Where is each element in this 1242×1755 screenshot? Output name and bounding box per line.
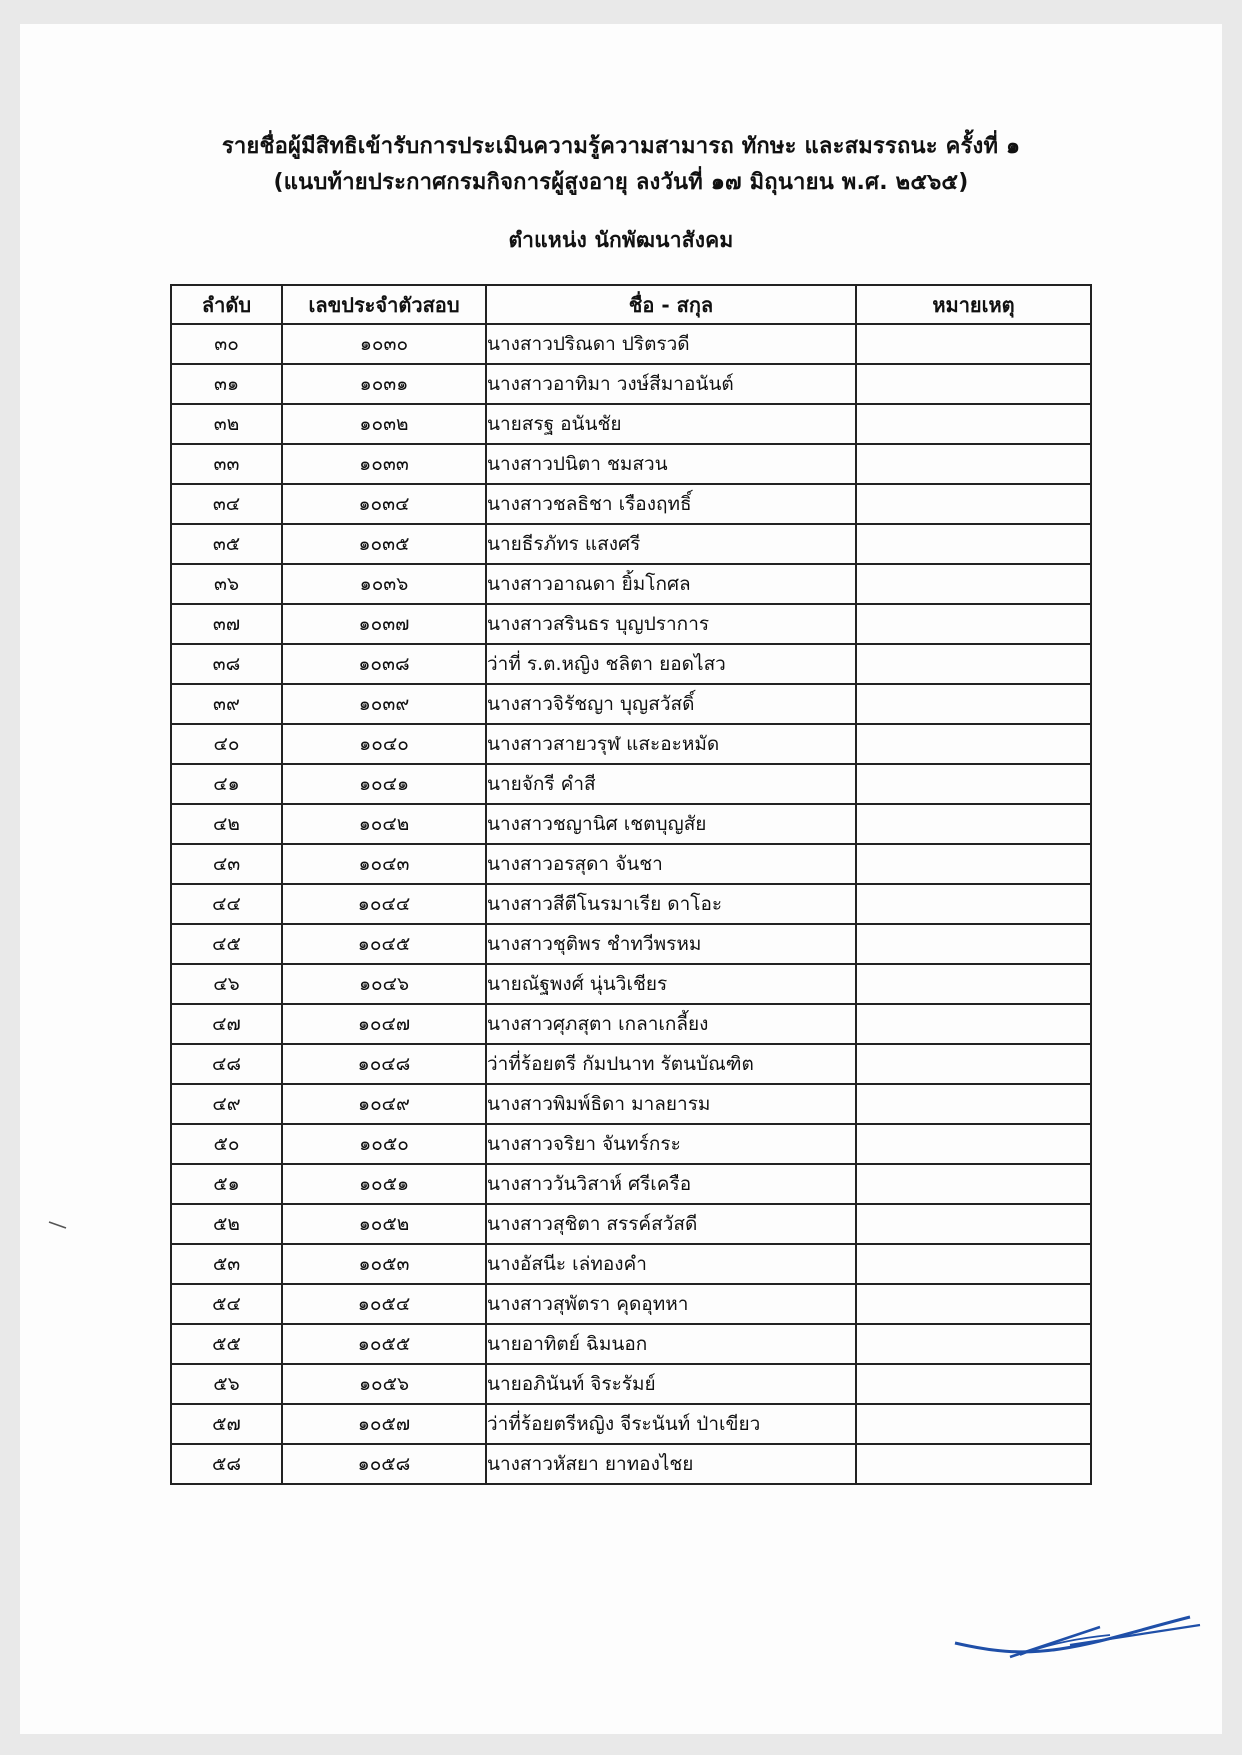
row-name-cell: นางสาวอาทิมา วงษ์สีมาอนันต์ [486,364,856,404]
row-order-cell: ๔๗ [171,1004,282,1044]
signature-mark [950,1605,1210,1665]
table-row [171,1084,1091,1124]
row-name-cell: นายอาทิตย์ ฉิมนอก [486,1324,856,1364]
row-name-cell: ว่าที่ร้อยตรีหญิง จีระนันท์ ป่าเขียว [486,1404,856,1444]
row-remarks-cell [856,1244,1091,1284]
header-remarks: หมายเหตุ [856,285,1091,324]
table-header-row [171,285,1091,324]
table-row [171,364,1091,404]
row-remarks-cell [856,1324,1091,1364]
row-remarks-cell [856,804,1091,844]
row-remarks-cell [856,644,1091,684]
table-row [171,1044,1091,1084]
row-name-cell: นางสาวชุติพร ชำทวีพรหม [486,924,856,964]
table-row [171,1164,1091,1204]
row-name-cell: นางสาวสุพัตรา คุดอุทหา [486,1284,856,1324]
row-order-cell: ๓๙ [171,684,282,724]
header-full-name: ชื่อ - สกุล [486,285,856,324]
row-order-cell: ๓๘ [171,644,282,684]
row-name-cell: นายจักรี คำสี [486,764,856,804]
row-exam-id-cell: ๑๐๕๕ [282,1324,486,1364]
row-name-cell: นายสรฐ อนันชัย [486,404,856,444]
row-name-cell: นางสาวสีตีโนรมาเรีย ดาโอะ [486,884,856,924]
row-exam-id-cell: ๑๐๔๕ [282,924,486,964]
row-exam-id-cell: ๑๐๕๓ [282,1244,486,1284]
table-row [171,804,1091,844]
table-row [171,724,1091,764]
row-name-cell: ว่าที่ ร.ต.หญิง ชลิตา ยอดไสว [486,644,856,684]
row-order-cell: ๔๓ [171,844,282,884]
table-body [171,324,1091,1484]
row-name-cell: นางสาวสายวรุฬ แสะอะหมัด [486,724,856,764]
row-order-cell: ๕๔ [171,1284,282,1324]
row-remarks-cell [856,1044,1091,1084]
row-order-cell: ๕๒ [171,1204,282,1244]
row-exam-id-cell: ๑๐๕๒ [282,1204,486,1244]
row-exam-id-cell: ๑๐๓๓ [282,444,486,484]
row-remarks-cell [856,684,1091,724]
row-exam-id-cell: ๑๐๔๗ [282,1004,486,1044]
table-row [171,1364,1091,1404]
row-order-cell: ๓๒ [171,404,282,444]
row-order-cell: ๔๑ [171,764,282,804]
row-exam-id-cell: ๑๐๕๐ [282,1124,486,1164]
row-name-cell: นางสาวชญานิศ เชตบุญสัย [486,804,856,844]
row-exam-id-cell: ๑๐๓๒ [282,404,486,444]
row-order-cell: ๔๖ [171,964,282,1004]
row-exam-id-cell: ๑๐๕๗ [282,1404,486,1444]
row-order-cell: ๕๑ [171,1164,282,1204]
row-name-cell: นายณัฐพงศ์ นุ่นวิเชียร [486,964,856,1004]
row-name-cell: นางสาวหัสยา ยาทองไชย [486,1444,856,1484]
row-exam-id-cell: ๑๐๓๙ [282,684,486,724]
row-remarks-cell [856,724,1091,764]
table-row [171,604,1091,644]
table-row [171,324,1091,364]
row-remarks-cell [856,364,1091,404]
row-remarks-cell [856,1364,1091,1404]
row-order-cell: ๔๕ [171,924,282,964]
table-row [171,844,1091,884]
row-exam-id-cell: ๑๐๕๑ [282,1164,486,1204]
table-row [171,924,1091,964]
row-remarks-cell [856,844,1091,884]
row-remarks-cell [856,564,1091,604]
table-row [171,484,1091,524]
row-exam-id-cell: ๑๐๔๐ [282,724,486,764]
row-remarks-cell [856,1084,1091,1124]
row-remarks-cell [856,324,1091,364]
row-remarks-cell [856,524,1091,564]
document-subtitle: (แนบท้ายประกาศกรมกิจการผู้สูงอายุ ลงวันที่ ๑๗ มิถุนายน พ.ศ. ๒๕๖๕) [273,170,969,195]
row-name-cell: นางสาววันวิสาห์ ศรีเครือ [486,1164,856,1204]
row-remarks-cell [856,1124,1091,1164]
table-row [171,884,1091,924]
row-order-cell: ๔๘ [171,1044,282,1084]
row-exam-id-cell: ๑๐๓๐ [282,324,486,364]
row-remarks-cell [856,1444,1091,1484]
row-exam-id-cell: ๑๐๔๒ [282,804,486,844]
row-order-cell: ๓๗ [171,604,282,644]
row-remarks-cell [856,444,1091,484]
row-name-cell: นางสาวจิรัชญา บุญสวัสดิ์ [486,684,856,724]
table-row [171,1124,1091,1164]
row-remarks-cell [856,1204,1091,1244]
row-order-cell: ๓๕ [171,524,282,564]
row-name-cell: นางสาวปนิตา ชมสวน [486,444,856,484]
table-row [171,764,1091,804]
row-remarks-cell [856,404,1091,444]
row-remarks-cell [856,764,1091,804]
row-remarks-cell [856,1404,1091,1444]
row-exam-id-cell: ๑๐๔๓ [282,844,486,884]
row-remarks-cell [856,964,1091,1004]
row-exam-id-cell: ๑๐๓๗ [282,604,486,644]
row-remarks-cell [856,924,1091,964]
table-row [171,964,1091,1004]
table-row [171,1204,1091,1244]
row-remarks-cell [856,1284,1091,1324]
row-name-cell: นางอัสนีะ เล่ทองคำ [486,1244,856,1284]
row-name-cell: นางสาวศุภสุตา เกลาเกลี้ยง [486,1004,856,1044]
row-name-cell: นางสาวอาณดา ยิ้มโกศล [486,564,856,604]
table-row [171,564,1091,604]
row-exam-id-cell: ๑๐๓๔ [282,484,486,524]
row-exam-id-cell: ๑๐๔๘ [282,1044,486,1084]
row-order-cell: ๓๐ [171,324,282,364]
table-row [171,1004,1091,1044]
table-row [171,1284,1091,1324]
row-name-cell: นายธีรภัทร แสงศรี [486,524,856,564]
row-name-cell: นางสาวอรสุดา จันชา [486,844,856,884]
row-order-cell: ๕๘ [171,1444,282,1484]
row-order-cell: ๔๐ [171,724,282,764]
document-title: รายชื่อผู้มีสิทธิเข้ารับการประเมินความรู้ความสามารถ ทักษะ และสมรรถนะ ครั้งที่ ๑ [221,134,1021,159]
row-exam-id-cell: ๑๐๔๔ [282,884,486,924]
table-row [171,684,1091,724]
row-order-cell: ๕๕ [171,1324,282,1364]
row-order-cell: ๔๒ [171,804,282,844]
row-remarks-cell [856,1004,1091,1044]
row-order-cell: ๕๓ [171,1244,282,1284]
row-exam-id-cell: ๑๐๕๔ [282,1284,486,1324]
row-name-cell: นางสาวปริณดา ปริตรวดี [486,324,856,364]
row-name-cell: นางสาวจริยา จันทร์กระ [486,1124,856,1164]
row-exam-id-cell: ๑๐๓๕ [282,524,486,564]
position-title: ตำแหน่ง นักพัฒนาสังคม [508,228,734,252]
row-order-cell: ๕๖ [171,1364,282,1404]
row-name-cell: นางสาวสรินธร บุญปราการ [486,604,856,644]
row-name-cell: นางสาวสุชิตา สรรค์สวัสดี [486,1204,856,1244]
row-order-cell: ๓๓ [171,444,282,484]
row-name-cell: นางสาวชลธิชา เรืองฤทธิ์ [486,484,856,524]
stray-mark [48,1220,68,1230]
table-row [171,644,1091,684]
row-exam-id-cell: ๑๐๓๘ [282,644,486,684]
row-name-cell: นางสาวพิมพ์ธิดา มาลยารม [486,1084,856,1124]
row-name-cell: ว่าที่ร้อยตรี กัมปนาท รัตนบัณฑิต [486,1044,856,1084]
row-order-cell: ๓๖ [171,564,282,604]
candidate-table [170,284,1092,1485]
row-exam-id-cell: ๑๐๔๑ [282,764,486,804]
row-exam-id-cell: ๑๐๕๖ [282,1364,486,1404]
row-order-cell: ๕๗ [171,1404,282,1444]
row-exam-id-cell: ๑๐๓๖ [282,564,486,604]
table-row [171,444,1091,484]
row-remarks-cell [856,604,1091,644]
row-order-cell: ๕๐ [171,1124,282,1164]
row-order-cell: ๔๔ [171,884,282,924]
row-remarks-cell [856,884,1091,924]
header-order: ลำดับ [171,285,282,324]
row-order-cell: ๓๔ [171,484,282,524]
row-exam-id-cell: ๑๐๔๙ [282,1084,486,1124]
table-row [171,1324,1091,1364]
row-remarks-cell [856,484,1091,524]
row-exam-id-cell: ๑๐๕๘ [282,1444,486,1484]
table-row [171,1444,1091,1484]
table-row [171,1244,1091,1284]
table-row [171,524,1091,564]
table-row [171,1404,1091,1444]
row-exam-id-cell: ๑๐๓๑ [282,364,486,404]
table-row [171,404,1091,444]
row-name-cell: นายอภินันท์ จิระรัมย์ [486,1364,856,1404]
header-exam-id: เลขประจำตัวสอบ [282,285,486,324]
row-order-cell: ๓๑ [171,364,282,404]
row-exam-id-cell: ๑๐๔๖ [282,964,486,1004]
row-remarks-cell [856,1164,1091,1204]
row-order-cell: ๔๙ [171,1084,282,1124]
